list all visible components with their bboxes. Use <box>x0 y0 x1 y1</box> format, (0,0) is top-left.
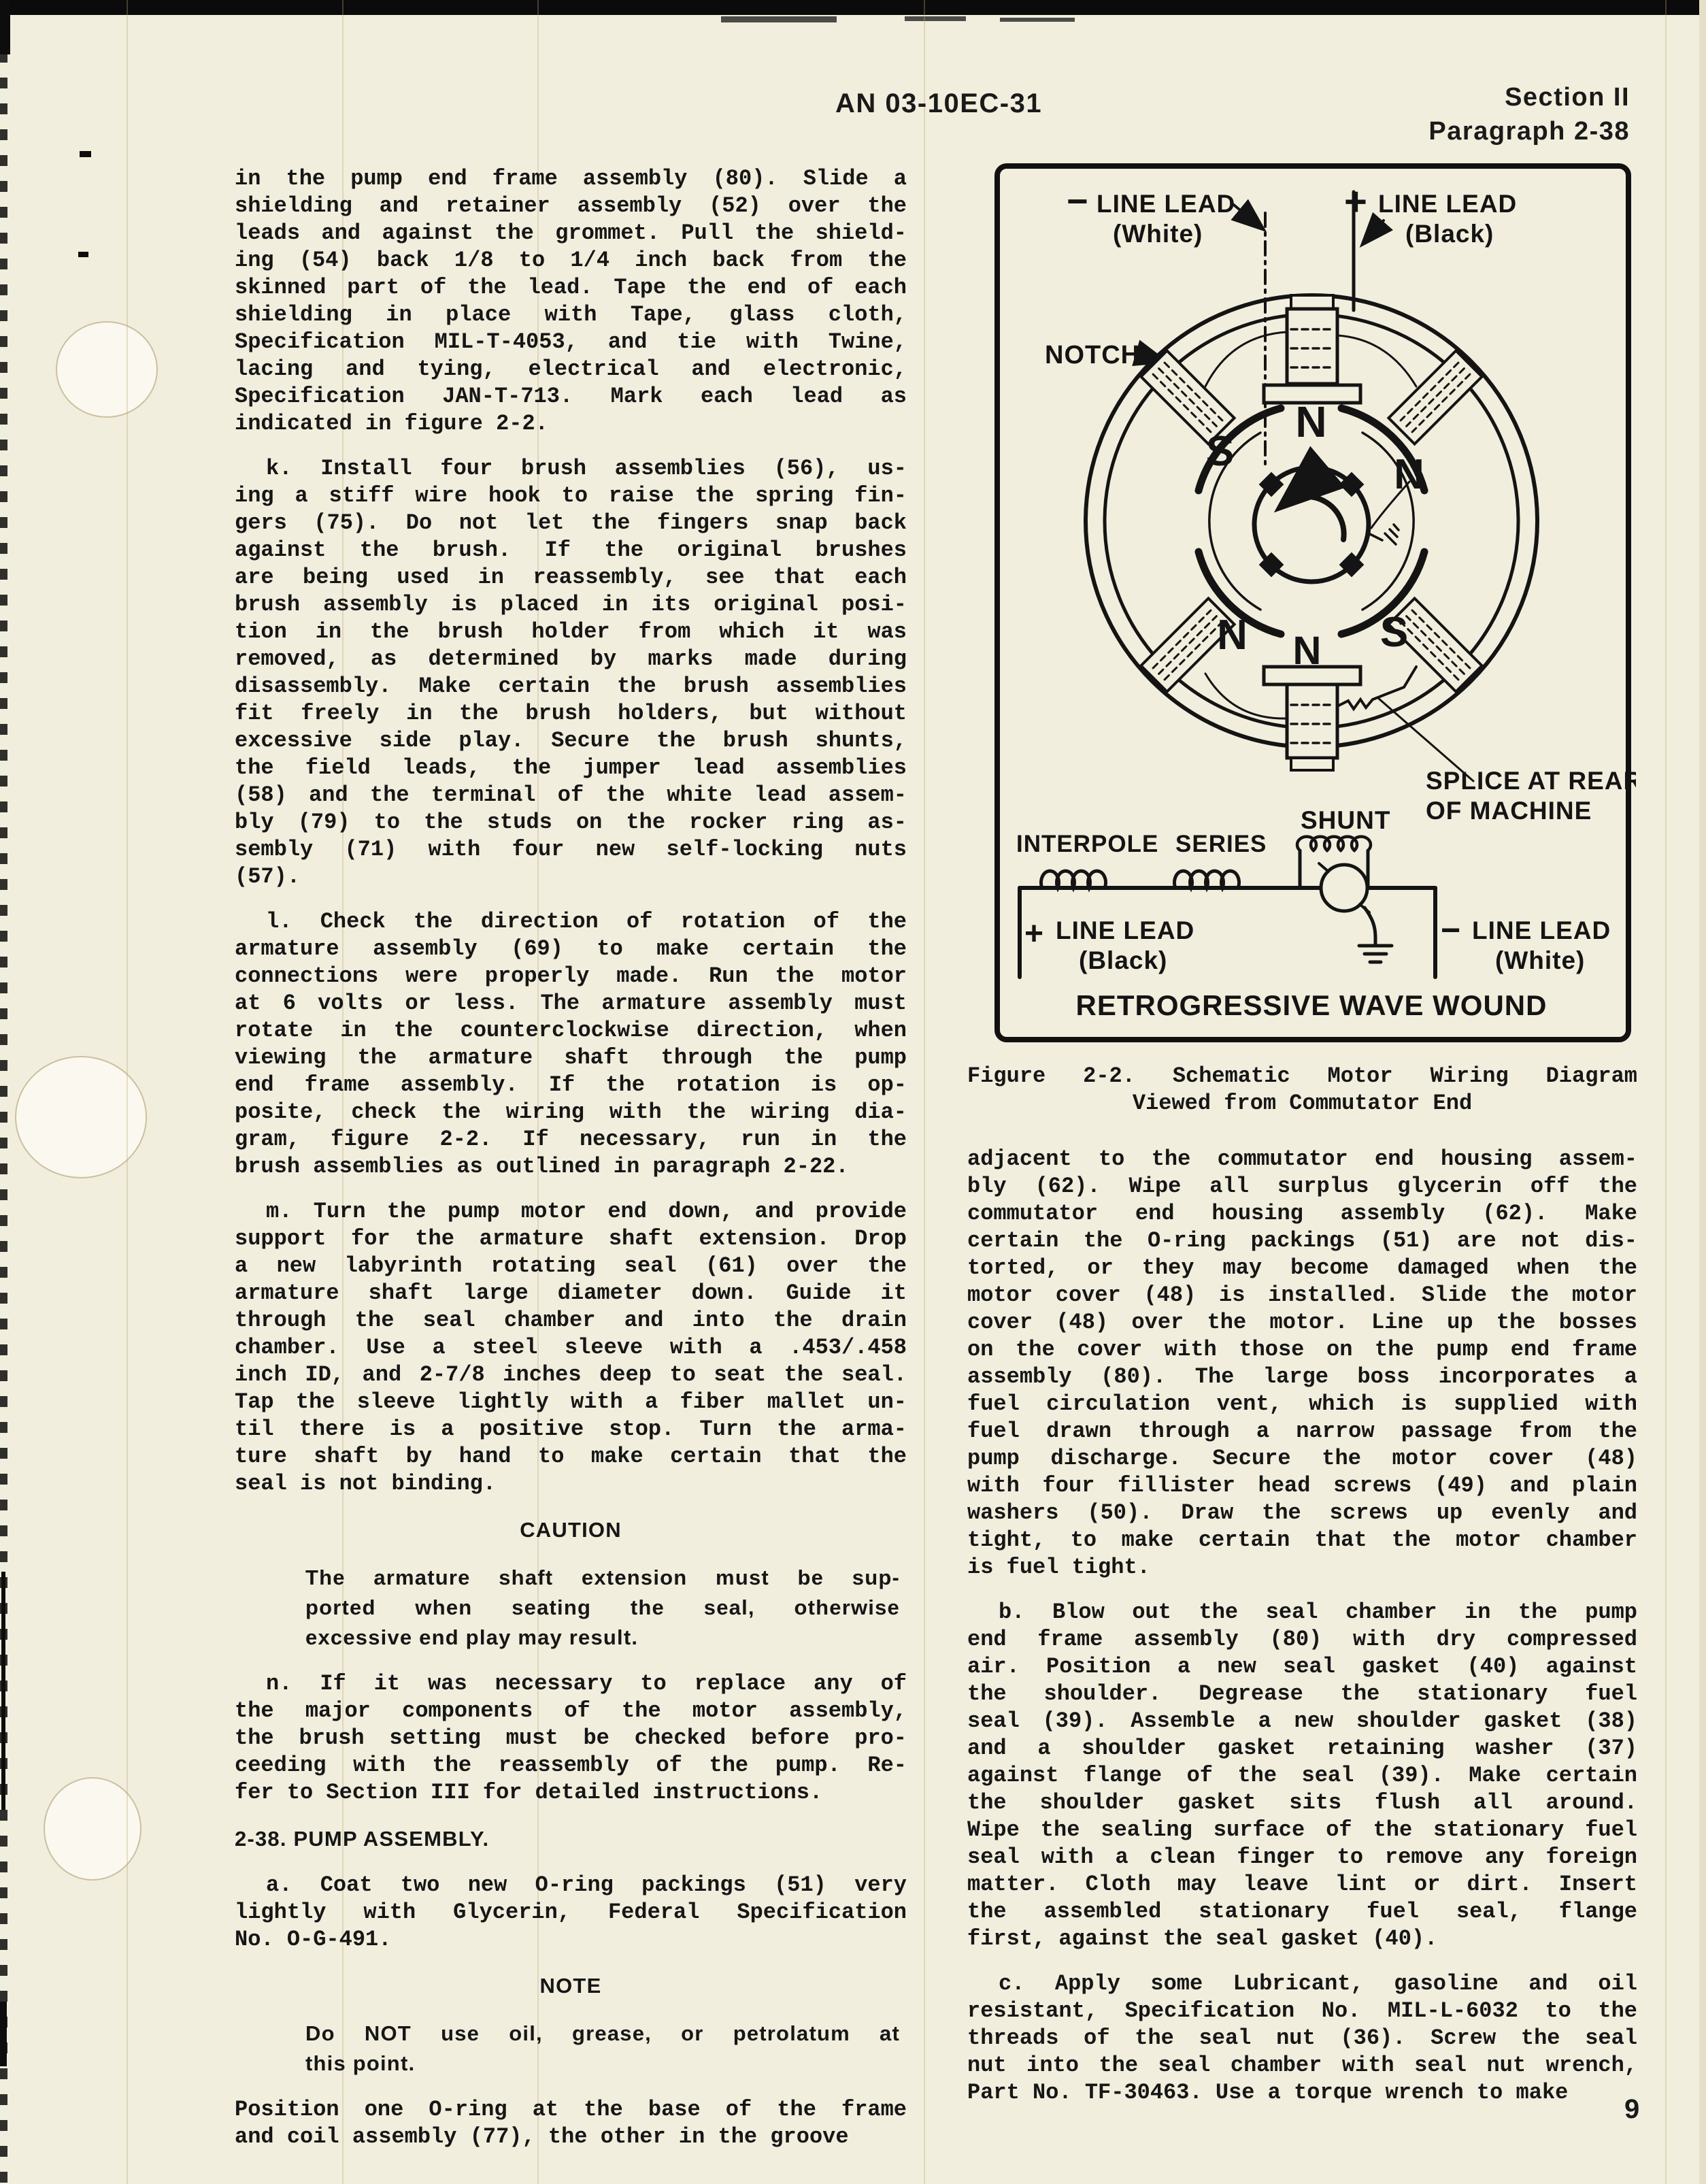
line-lead-black-label: LINE LEAD <box>1378 190 1518 218</box>
text-line: n. If it was necessary to replace any of <box>266 1671 907 1696</box>
arrow-to-black-lead <box>1363 220 1384 244</box>
arrow-to-white-lead <box>1231 203 1262 229</box>
text-line: pump discharge. Secure the motor cover (48) <box>967 1446 1637 1471</box>
scan-top-edge <box>0 0 1706 15</box>
text-line: adjacent to the commutator end housing assem- <box>967 1146 1637 1172</box>
left-column <box>235 165 907 2168</box>
splice-label-1: SPLICE AT REAR <box>1426 767 1636 795</box>
para-a <box>235 1872 907 1953</box>
para-position <box>235 2096 907 2151</box>
para-l <box>235 908 907 1180</box>
paper-fold <box>127 0 128 2184</box>
pole-label-lower-left: N <box>1217 612 1248 659</box>
plus-sign: + <box>1344 180 1368 224</box>
text-line: Position one O-ring at the base of the frame <box>235 2097 907 2122</box>
text-line: the field leads, the jumper lead assemblies <box>235 755 907 780</box>
text-line: skinned part of the lead. Tape the end of each <box>235 275 907 300</box>
header-right <box>1428 80 1630 148</box>
text-line: the major components of the motor assembly, <box>235 1698 907 1723</box>
text-line: brush assemblies as outlined in paragraph 2-22. <box>235 1154 849 1179</box>
text-line: assembly (80). The large boss incorporates a <box>967 1364 1637 1389</box>
text-line: gram, figure 2-2. If necessary, run in the <box>235 1127 907 1152</box>
text-line: armature shaft large diameter down. Guide it <box>235 1280 907 1306</box>
text-line: ture shaft by hand to make certain that the <box>235 1444 907 1469</box>
text-line: fuel drawn through a narrow passage from the <box>967 1419 1637 1444</box>
text-line: viewing the armature shaft through the pump <box>235 1045 907 1070</box>
text-line: and coil assembly (77), the other in the groove <box>235 2124 849 2149</box>
text-line: gers (75). Do not let the fingers snap back <box>235 510 907 535</box>
text-line: inch ID, and 2-7/8 inches deep to seat the seal. <box>235 1362 907 1387</box>
text-line: and a shoulder gasket retaining washer (37) <box>967 1736 1637 1761</box>
line-lead-white-label: LINE LEAD <box>1097 190 1236 218</box>
text-line: against flange of the seal (39). Make certain <box>967 1763 1637 1788</box>
text-line: disassembly. Make certain the brush assemblies <box>235 674 907 699</box>
text-line: end frame assembly. If the rotation is op- <box>235 1072 907 1097</box>
para-continuation <box>235 165 907 437</box>
text-line: is fuel tight. <box>967 1555 1150 1580</box>
paper-fold <box>1665 0 1667 2184</box>
text-line: on the cover with those on the pump end frame <box>967 1337 1637 1362</box>
para-k <box>235 455 907 891</box>
text-line: Specification MIL-T-4053, and tie with Twine, <box>235 329 907 354</box>
text-line: 2-38. PUMP ASSEMBLY. <box>235 1827 490 1851</box>
scan-right-edge <box>1699 0 1706 2184</box>
text-line: rotate in the counterclockwise direction, when <box>235 1018 907 1043</box>
text-line: connections were properly made. Run the motor <box>235 963 907 989</box>
black-sublabel: (Black) <box>1405 220 1494 248</box>
interpole-coil-top <box>1264 295 1360 403</box>
para-adjacent <box>967 1146 1637 1581</box>
text-line: certain the O-ring packings (51) are not dis- <box>967 1228 1637 1253</box>
text-line: this point. <box>305 2051 416 2075</box>
wire <box>1205 332 1287 386</box>
text-line: ported when seating the seal, otherwise <box>305 1595 900 1619</box>
text-line: at 6 volts or less. The armature assembly must <box>235 991 907 1016</box>
text-line: NOTE <box>539 1974 602 1998</box>
text-line: brush assembly is placed in its original posi- <box>235 592 907 617</box>
notch-label: NOTCH <box>1045 341 1141 369</box>
note-text <box>305 2019 900 2079</box>
line-lead-black-bottom: LINE LEAD <box>1056 916 1195 944</box>
section-heading <box>235 1824 907 1854</box>
text-line: washers (50). Draw the screws up evenly and <box>967 1500 1637 1525</box>
plus-sign-bottom: + <box>1024 916 1045 952</box>
text-line: m. Turn the pump motor end down, and provide <box>266 1199 907 1224</box>
motor-schematic <box>1020 192 1537 977</box>
splice-label-2: OF MACHINE <box>1426 797 1592 825</box>
text-line: seal is not binding. <box>235 1471 497 1496</box>
text-line: fit freely in the brush holders, but without <box>235 701 907 726</box>
text-line: bly (79) to the studs on the rocker ring as- <box>235 810 907 835</box>
pole-label-top: N <box>1295 397 1328 446</box>
text-line: fuel circulation vent, which is supplied with <box>967 1391 1637 1417</box>
text-line: Viewed from Commutator End <box>1132 1091 1473 1116</box>
interpole-coil-symbol <box>1041 871 1106 888</box>
text-line: are being used in reassembly, see that each <box>235 565 907 590</box>
text-line: Part No. TF-30463. Use a torque wrench to make <box>967 2080 1569 2105</box>
text-line: commutator end housing assembly (62). Make <box>967 1201 1637 1226</box>
scan-speck <box>1000 18 1075 22</box>
scan-dash <box>80 151 91 157</box>
text-line: Tap the sleeve lightly with a fiber mallet un- <box>235 1389 907 1414</box>
scan-corner-mark <box>0 0 10 54</box>
text-line: The armature shaft extension must be sup- <box>305 1566 900 1589</box>
caution-heading <box>235 1515 907 1545</box>
ground-symbol <box>1359 946 1392 962</box>
text-line: lightly with Glycerin, Federal Specification <box>235 1900 907 1925</box>
text-line: No. O-G-491. <box>235 1927 392 1952</box>
pole-label-bottom: N <box>1292 629 1322 673</box>
text-line: shielding in place with Tape, glass cloth, <box>235 302 907 327</box>
text-line: with four fillister head screws (49) and plain <box>967 1473 1637 1498</box>
text-line: the shoulder gasket sits flush all around. <box>967 1790 1637 1815</box>
series-coil-symbol <box>1175 871 1239 888</box>
minus-sign: − <box>1067 181 1089 222</box>
scan-left-edge <box>0 0 7 2184</box>
text-line: Do NOT use oil, grease, or petrolatum at <box>305 2021 900 2045</box>
scan-speck <box>905 16 966 21</box>
text-line: removed, as determined by marks made during <box>235 646 907 672</box>
text-line: tight, to make certain that the motor chamber <box>967 1527 1637 1553</box>
text-line: excessive end play may result. <box>305 1625 639 1649</box>
text-line: leads and against the grommet. Pull the shield- <box>235 220 907 246</box>
wire <box>1337 335 1416 386</box>
text-line: chamber. Use a steel sleeve with a .453/.458 <box>235 1335 907 1360</box>
text-line: shielding and retainer assembly (52) over the <box>235 193 907 218</box>
series-label: SERIES <box>1175 831 1267 857</box>
pole-label-upper-left: S <box>1205 428 1235 475</box>
shunt-coil-symbol <box>1297 837 1371 850</box>
text-line: ing (54) back 1/8 to 1/4 inch back from the <box>235 248 907 273</box>
para-b <box>967 1599 1637 1953</box>
paper-fold <box>924 0 925 2184</box>
doc-number: AN 03-10EC-31 <box>835 88 1043 118</box>
pole-label-right: N <box>1394 451 1425 498</box>
text-line: l. Check the direction of rotation of the <box>266 909 907 934</box>
winding-title: RETROGRESSIVE WAVE WOUND <box>1075 989 1548 1021</box>
text-line: the brush setting must be checked before pro- <box>235 1725 907 1751</box>
text-line: air. Position a new seal gasket (40) against <box>967 1654 1637 1679</box>
text-line: tion in the brush holder from which it was <box>235 619 907 644</box>
white-sublabel-bottom: (White) <box>1495 946 1586 974</box>
text-line: first, against the seal gasket (40). <box>967 1926 1438 1951</box>
text-line: ing a stiff wire hook to raise the spring fin- <box>235 483 907 508</box>
text-line: the assembled stationary fuel seal, flange <box>967 1899 1637 1924</box>
figure-2-2 <box>993 162 1636 1046</box>
note-heading <box>235 1971 907 2001</box>
text-line: k. Install four brush assemblies (56), us- <box>266 456 907 481</box>
text-line: lacing and tying, electrical and electronic, <box>235 357 907 382</box>
page-number: 9 <box>1624 2094 1641 2124</box>
line-lead-white-bottom: LINE LEAD <box>1472 916 1611 944</box>
text-line: fer to Section III for detailed instructions. <box>235 1780 823 1805</box>
text-line: resistant, Specification No. MIL-L-6032 to the <box>967 1998 1637 2023</box>
minus-sign-bottom: − <box>1441 911 1462 949</box>
pole-label-lower-right: S <box>1379 609 1409 656</box>
text-line: seal (39). Assemble a new shoulder gasket (38) <box>967 1708 1637 1734</box>
interpole-label: INTERPOLE <box>1016 831 1159 857</box>
black-sublabel-bottom: (Black) <box>1079 946 1168 974</box>
text-line: threads of the seal nut (36). Screw the seal <box>967 2025 1637 2051</box>
paragraph-label: Paragraph 2-38 <box>1428 117 1630 146</box>
text-line: seal with a clean finger to remove any foreign <box>967 1844 1637 1870</box>
text-line: Figure 2-2. Schematic Motor Wiring Diagram <box>967 1063 1637 1089</box>
text-line: Specification JAN-T-713. Mark each lead as <box>235 384 907 409</box>
text-line: (58) and the terminal of the white lead assem- <box>235 782 907 808</box>
text-line: cover (48) over the motor. Line up the bosses <box>967 1310 1637 1335</box>
scan-speck <box>721 16 837 22</box>
text-line: c. Apply some Lubricant, gasoline and oil <box>999 1971 1637 1996</box>
text-line: CAUTION <box>520 1518 622 1542</box>
text-line: (57). <box>235 864 301 889</box>
text-line: sembly (71) with four new self-locking nuts <box>235 837 907 862</box>
field-coil-upper-right <box>1388 350 1482 444</box>
para-m <box>235 1198 907 1498</box>
text-line: torted, or they may become damaged when the <box>967 1255 1637 1280</box>
motor-wiring-diagram <box>993 162 1636 1046</box>
figure-caption <box>967 1063 1637 1117</box>
text-line: til there is a positive stop. Turn the arma- <box>235 1417 907 1442</box>
text-line: through the seal chamber and into the drain <box>235 1308 907 1333</box>
text-line: support for the armature shaft extension. Drop <box>235 1226 907 1251</box>
text-line: armature assembly (69) to make certain the <box>235 936 907 961</box>
shunt-label: SHUNT <box>1301 806 1391 834</box>
white-sublabel: (White) <box>1113 220 1203 248</box>
text-line: nut into the seal chamber with seal nut wrench, <box>967 2053 1637 2078</box>
text-line: posite, check the wiring with the wiring dia- <box>235 1099 907 1125</box>
text-line: matter. Cloth may leave lint or dirt. Insert <box>967 1872 1637 1897</box>
punch-hole <box>56 321 158 418</box>
text-line: against the brush. If the original brushes <box>235 537 907 563</box>
text-line: excessive side play. Secure the brush shunts, <box>235 728 907 753</box>
text-line: the shoulder. Degrease the stationary fuel <box>967 1681 1637 1706</box>
para-n <box>235 1670 907 1806</box>
text-line: a. Coat two new O-ring packings (51) very <box>266 1872 907 1898</box>
section-label: Section II <box>1505 83 1630 112</box>
para-c <box>967 1970 1637 2106</box>
caution-text <box>305 1563 900 1653</box>
text-line: ceeding with the reassembly of the pump. Re- <box>235 1753 907 1778</box>
scan-streak <box>1 1572 5 1810</box>
text-line: indicated in figure 2-2. <box>235 411 548 436</box>
right-column <box>967 1063 1637 2124</box>
text-line: motor cover (48) is installed. Slide the motor <box>967 1283 1637 1308</box>
scan-dash <box>78 252 88 257</box>
text-line: Wipe the sealing surface of the stationary fuel <box>967 1817 1637 1842</box>
text-line: a new labyrinth rotating seal (61) over the <box>235 1253 907 1278</box>
text-line: in the pump end frame assembly (80). Slide a <box>235 166 907 191</box>
text-line: bly (62). Wipe all surplus glycerin off the <box>967 1174 1637 1199</box>
text-line: b. Blow out the seal chamber in the pump <box>999 1600 1637 1625</box>
text-line: end frame assembly (80) with dry compressed <box>967 1627 1637 1652</box>
scan-blotch <box>0 2002 7 2066</box>
